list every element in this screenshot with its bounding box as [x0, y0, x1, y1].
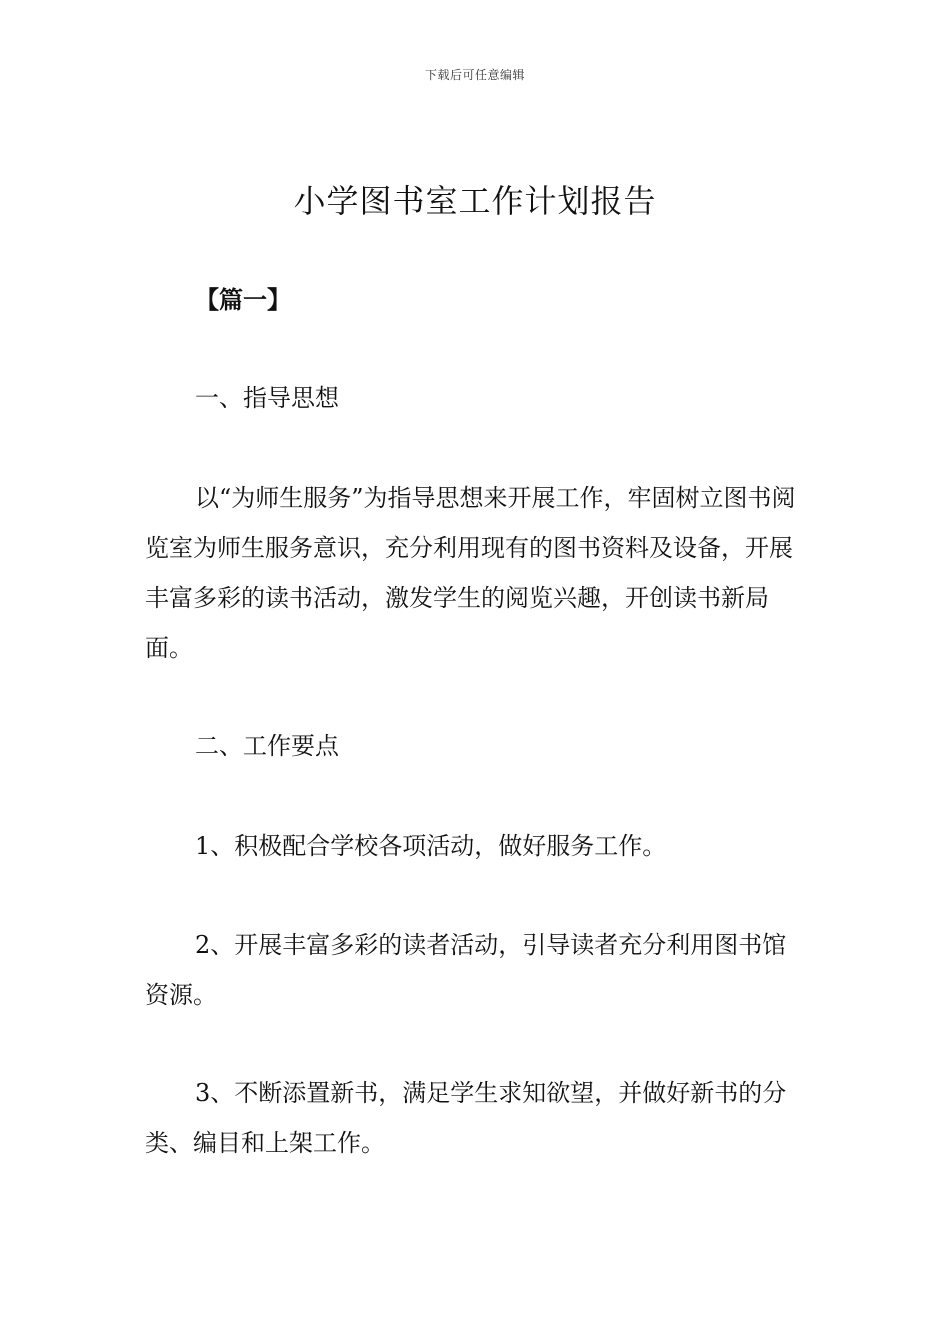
document-title: 小学图书室工作计划报告 — [293, 182, 657, 220]
point-2: 2、开展丰富多彩的读者活动，引导读者充分利用图书馆资源。 — [145, 931, 787, 1009]
header-note: 下载后可任意编辑 — [424, 68, 525, 82]
section1-heading: 一、指导思想 — [195, 384, 339, 412]
point-1: 1、积极配合学校各项活动，做好服务工作。 — [195, 832, 667, 860]
section2-heading: 二、工作要点 — [195, 732, 339, 760]
part-label: 【篇一】 — [195, 286, 291, 314]
point-3: 3、不断添置新书，满足学生求知欲望，并做好新书的分类、编目和上架工作。 — [145, 1079, 787, 1157]
section1-body: 以“为师生服务”为指导思想来开展工作，牢固树立图书阅览室为师生服务意识，充分利用现有的图书资料及设备，开展丰富多彩的读书活动，激发学生的阅览兴趣，开创读书新局面。 — [145, 484, 796, 662]
